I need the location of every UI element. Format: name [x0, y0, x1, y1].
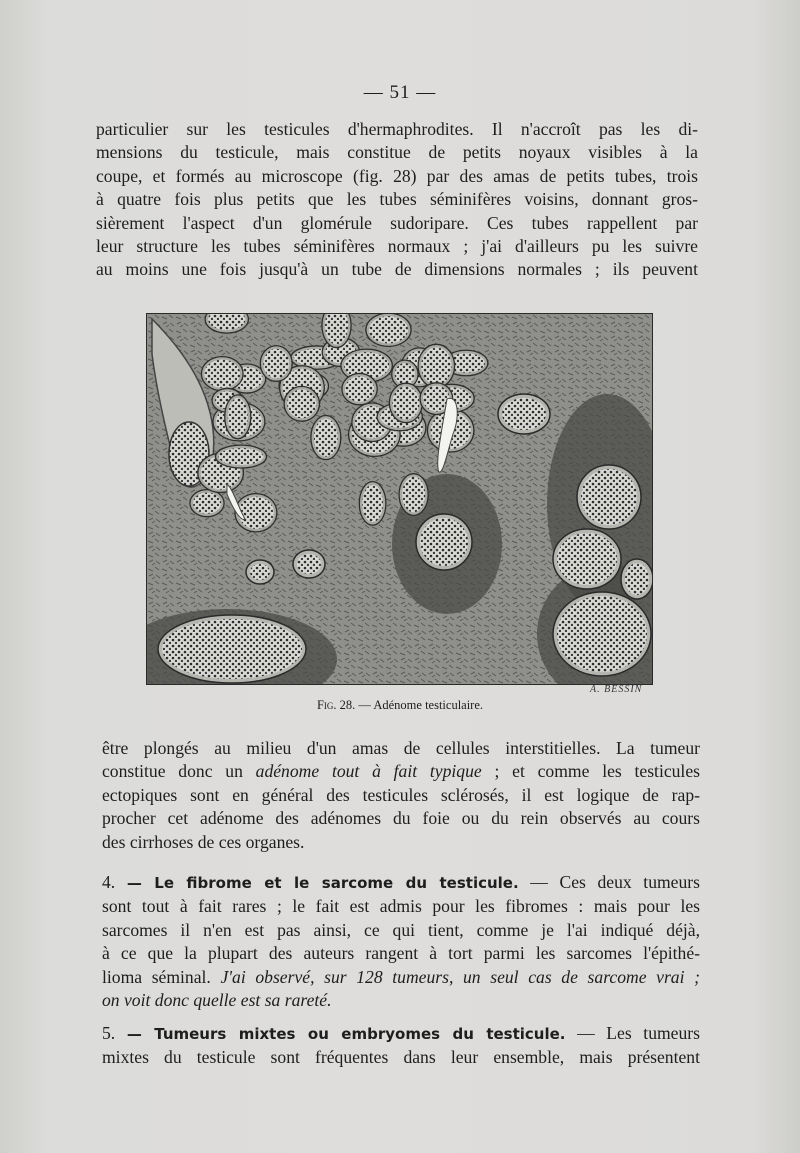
illustrator-signature: A. BESSIN: [590, 684, 643, 695]
figure-label: Fig. 28.: [316, 698, 356, 712]
figure-caption: [0, 698, 800, 713]
text-line: procher cet adénome des adénomes du foie ou du rein observés au cours: [102, 808, 700, 829]
text-line: [102, 989, 700, 1012]
micrograph-illustration: [147, 314, 652, 684]
section-number: 5.: [102, 1023, 116, 1043]
section-heading: — Tumeurs mixtes ou embryomes du testicule.: [126, 1025, 566, 1043]
text-line: à quatre fois plus petits que les tubes séminifères voisins, donnant gros-: [96, 189, 698, 210]
text-line: lioma séminal. J'ai observé, sur 128 tumeurs, un seul cas de sarcome vrai ;: [102, 966, 700, 987]
text-line: mixtes du testicule sont fréquentes dans leur ensemble, mais présentent: [102, 1047, 700, 1068]
text-line: sarcomes il n'en est pas ainsi, ce qui tient, comme je l'ai indiqué déjà,: [102, 919, 700, 940]
text-line: sont tout à fait rares ; le fait est admis pour les fibromes : mais pour les: [102, 896, 700, 917]
figure-caption-text: — Adénome testiculaire.: [358, 698, 484, 712]
paragraph-adenoma-conclusion: [102, 737, 700, 854]
text-line: sièrement l'aspect d'un glomérule sudoripare. Ces tubes rappellent par: [96, 212, 698, 233]
text-line: coupe, et formés au microscope (fig. 28) par des amas de petits tubes, trois: [96, 165, 698, 186]
section-tumeurs-mixtes: [102, 1022, 700, 1070]
text-line: au moins une fois jusqu'à un tube de dimensions normales ; ils peuvent: [96, 259, 698, 280]
emphasis-text: on voit donc quelle est sa rareté.: [102, 990, 332, 1011]
section-heading-line: 4. — Le fibrome et le sarcome du testicule. — Ces deux tumeurs: [102, 872, 700, 892]
text-line: être plongés au milieu d'un amas de cellules interstitielles. La tumeur: [102, 738, 700, 758]
page-number: — 51 —: [363, 82, 437, 103]
text-line: mensions du testicule, mais constitue de petits noyaux visibles à la: [96, 142, 698, 163]
text-line: des cirrhoses de ces organes.: [102, 831, 305, 852]
section-number: 4.: [102, 872, 116, 892]
emphasis-text: J'ai observé, sur 128 tumeurs, un seul cas de sarcome vrai ;: [220, 966, 700, 987]
section-heading-line: 5. — Tumeurs mixtes ou embryomes du testicule. — Les tumeurs: [102, 1023, 700, 1043]
emphasis-text: adénome tout à fait typique: [255, 761, 482, 782]
text-line: à ce que la plupart des auteurs rangent à tort parmi les sarcomes l'épithé-: [102, 943, 700, 964]
text-line: ectopiques sont en général des testicules sclérosés, il est logique de rap-: [102, 784, 700, 805]
figure-micrograph: [146, 313, 653, 685]
section-fibrome-sarcome: [102, 871, 700, 1012]
paragraph-adenoma-description: [96, 118, 698, 282]
text-line: particulier sur les testicules d'hermaphrodites. Il n'accroît pas les di-: [96, 119, 698, 139]
text-line: constitue donc un adénome tout à fait typique ; et comme les testicules: [102, 761, 700, 782]
section-heading: — Le fibrome et le sarcome du testicule.: [126, 874, 519, 892]
text-line: leur structure les tubes séminifères normaux ; j'ai d'ailleurs pu les suivre: [96, 236, 698, 257]
